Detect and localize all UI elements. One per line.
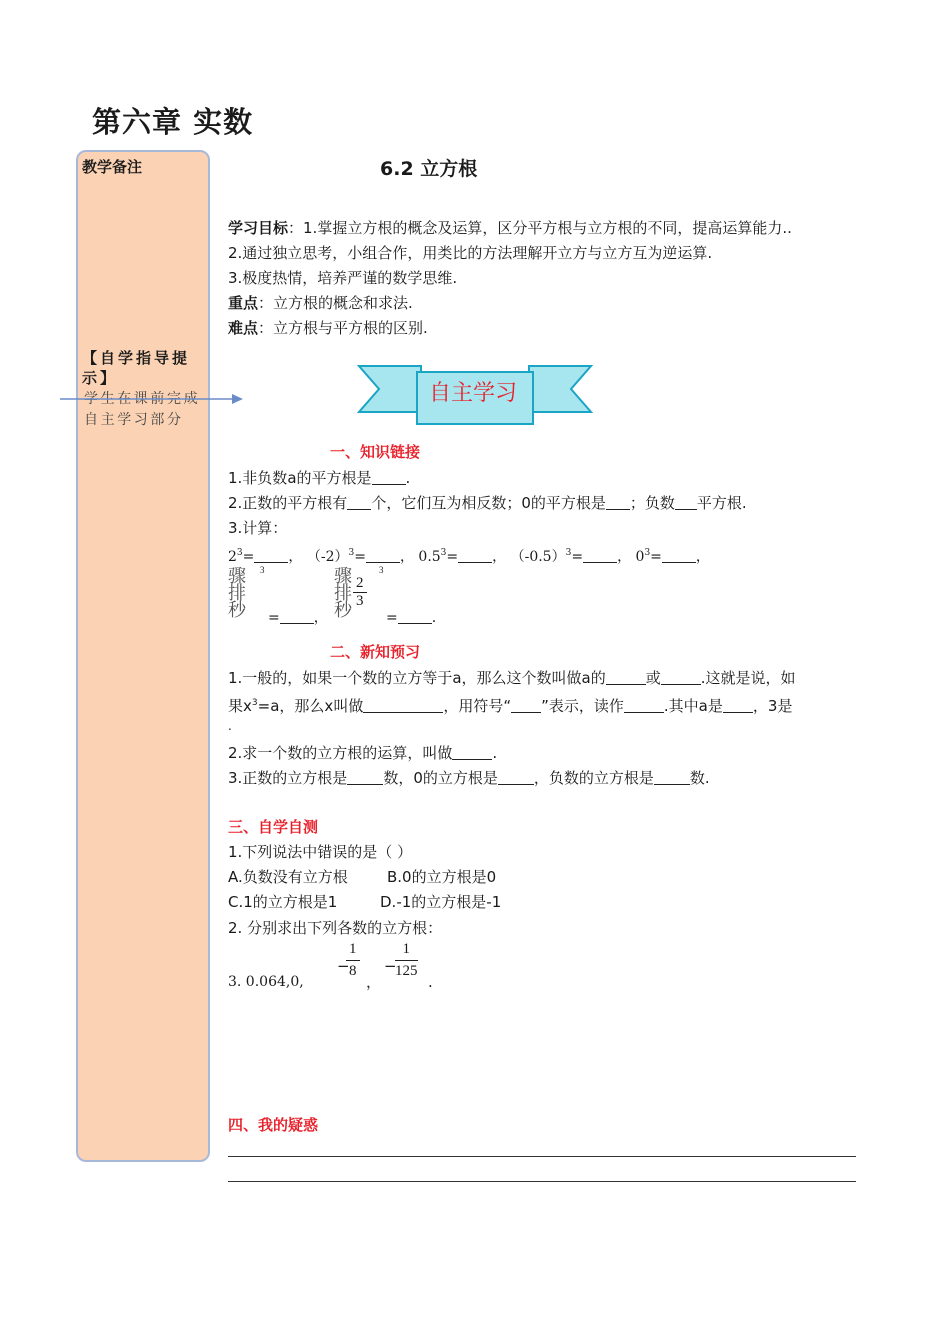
fraction-numerator: 1 [349,941,357,957]
q2b: 个，它们互为相反数； [371,494,522,512]
end-dot: . [431,610,437,626]
option-d: D.-1的立方根是-1 [380,893,502,911]
var-a: a [452,669,462,687]
exp: 3 [236,548,243,558]
p2three: 3 [767,697,778,715]
objective-line-3: 3.极度热情，培养严谨的数学思维. [228,269,458,287]
p2a: 果 [228,697,244,715]
part3-q3: 3. 0.064,0, [228,974,304,990]
sep: ， [492,549,507,565]
end-dot: . [428,973,433,991]
exp: 3 [260,565,265,575]
p4a: 3.正数的立方根是 [228,769,348,787]
objective-line-1 [228,218,792,238]
eq: = [446,549,459,565]
blank [366,548,400,563]
p2x: x [243,697,252,715]
p1e: .这就是说，如 [700,669,796,687]
calc-base-5: 0 [635,549,645,565]
blank [661,670,701,685]
part2-title: 二、新知预习 [330,643,421,661]
exp: 3 [348,548,355,558]
minus-sign: − [337,957,350,975]
calc-row-1 [228,543,710,567]
key-point [228,293,413,313]
sep: ， [288,549,303,565]
minus-sign: − [384,957,397,975]
fraction-denominator: 8 [346,960,360,980]
part3-q1: 1.下列说法中错误的是（ ） [228,843,413,861]
part2-p1 [228,668,796,688]
fraction-two-thirds [353,575,367,610]
eq: = [242,549,255,565]
p2e: ”表示，读作 [541,697,624,715]
calc-base-2: （-2） [306,549,349,565]
part1-q1 [228,468,410,488]
q2d: ；负数 [629,494,675,512]
q2a: 2.正数的平方根有 [228,494,348,512]
blank [583,548,617,563]
blank [347,770,383,785]
key-text: ：立方根的概念和求法. [258,294,413,312]
p3: 2.求一个数的立方根的运算，叫做 [228,744,453,762]
sep: ， [399,549,414,565]
part2-p2 [228,693,792,716]
fraction-numerator: 2 [353,575,367,593]
p1b: ，那么这个数叫做 [461,669,582,687]
p2h: ， [752,697,768,715]
blank [662,548,696,563]
blank [606,495,630,510]
exp: 3 [379,565,384,575]
objective-line-2: 2.通过独立思考，小组合作，用类比的方法理解开立方与立方互为逆运算. [228,244,713,262]
sidebar-hint-title: 【自学指导提示】 [82,349,191,387]
garble-2: 排 [334,583,352,604]
p2x: x [324,697,334,715]
garble-2: 排 [228,583,246,604]
sep: ， [695,549,710,565]
fraction-numerator: 1 [402,941,410,957]
q2zero: 0 [521,494,531,512]
objective-text-1: ：1.掌握立方根的概念及运算，区分平方根与立方根的不同，提高运算能力.. [288,219,792,237]
calc-row-2b [386,608,436,628]
blank [498,770,534,785]
part2-p3 [228,743,497,763]
eq: = [354,549,366,565]
comma: ， [366,973,382,991]
part3-title: 三、自学自测 [228,818,319,836]
blank [654,770,690,785]
p2f: .其中 [663,697,699,715]
option-c: C.1的立方根是1 [228,893,338,911]
garble-3: 秒 [334,600,352,621]
sidebar-hint-text: 学生在课前完成自主学习部分 [84,391,201,428]
section-title: 6.2 立方根 [380,158,478,180]
calc-base-1: 2 [228,549,237,565]
p1a: 1.一般的，如果一个数的立方等于 [228,669,453,687]
q1a: 1.非负数 [228,469,288,487]
blank [458,548,492,563]
garbled-expression-1 [228,568,246,619]
blank [606,670,646,685]
fraction-one-eighth [346,941,360,980]
blank [347,495,371,510]
difficulty-label: 难点 [228,319,259,337]
fraction-denominator: 3 [356,593,364,609]
part2-p4 [228,768,710,788]
p1c: 的 [590,669,606,687]
q2c: 的平方根是 [530,494,606,512]
sep: ， [617,549,632,565]
p4c: 的立方根是 [422,769,498,787]
p1d: 或 [645,669,661,687]
blank [452,745,492,760]
answer-line[interactable] [228,1181,856,1182]
eq: = [650,549,662,565]
fraction-denominator: 125 [395,960,418,980]
eq: = [268,610,280,626]
q1end: . [405,469,411,487]
p4b: 数， [383,769,414,787]
fraction-one-125th [395,941,418,980]
garbled-expression-2 [334,568,352,619]
p4zero: 0 [413,769,423,787]
p2b: ，那么 [279,697,325,715]
p4e: 数. [689,769,710,787]
key-label: 重点 [228,294,259,312]
eq: = [386,610,398,626]
q2e: 平方根. [696,494,747,512]
part2-p2-dot: . [228,719,232,733]
option-a: A.负数没有立方根 [228,868,348,886]
calc-base-4: （-0.5） [510,549,566,565]
sep: ， [313,610,328,626]
blank [363,698,443,713]
calc-base-3: 0.5 [418,549,441,565]
p2d: ，用符号“ [443,697,512,715]
arrow-right-icon [60,391,244,407]
q1var: a [287,469,297,487]
part1-q3: 3.计算： [228,519,288,537]
exp: 3 [565,548,572,558]
sidebar-title: 教学备注 [82,158,143,176]
p3end: . [492,744,498,762]
var-a: a [698,697,708,715]
exp: 3 [644,548,651,558]
exp: 3 [440,548,447,558]
teaching-notes-sidebar [76,150,210,1162]
part1-q2 [228,493,747,513]
part4-title: 四、我的疑惑 [228,1116,319,1134]
objectives-label: 学习目标 [228,219,289,237]
blank [254,548,288,563]
eq: = [571,549,584,565]
difficulty-text: ：立方根与平方根的区别. [258,319,428,337]
part1-title: 一、知识链接 [330,443,421,461]
chapter-title: 第六章 实数 [92,105,254,139]
answer-line[interactable] [228,1156,856,1157]
blank [280,609,314,624]
part3-q2: 2. 分别求出下列各数的立方根： [228,919,443,937]
blank [675,495,697,510]
p2i: 是 [777,697,793,715]
garble-3: 秒 [228,600,246,621]
blank [372,470,406,485]
var-a: a [581,669,591,687]
p2exp: 3 [251,698,258,708]
garble-1: 骤 [228,566,246,587]
blank [398,609,432,624]
garble-1: 骤 [334,566,352,587]
blank [511,698,541,713]
blank [624,698,664,713]
p4d: ，负数的立方根是 [533,769,654,787]
p2g: 是 [707,697,723,715]
option-b: B.0的立方根是0 [387,868,497,886]
blank [723,698,753,713]
p2eq: =a [257,697,280,715]
calc-row-2a [268,608,328,628]
difficulty-point [228,318,428,338]
p2c: 叫做 [333,697,364,715]
q1b: 的平方根是 [296,469,372,487]
banner-text: 自主学习 [428,381,517,406]
